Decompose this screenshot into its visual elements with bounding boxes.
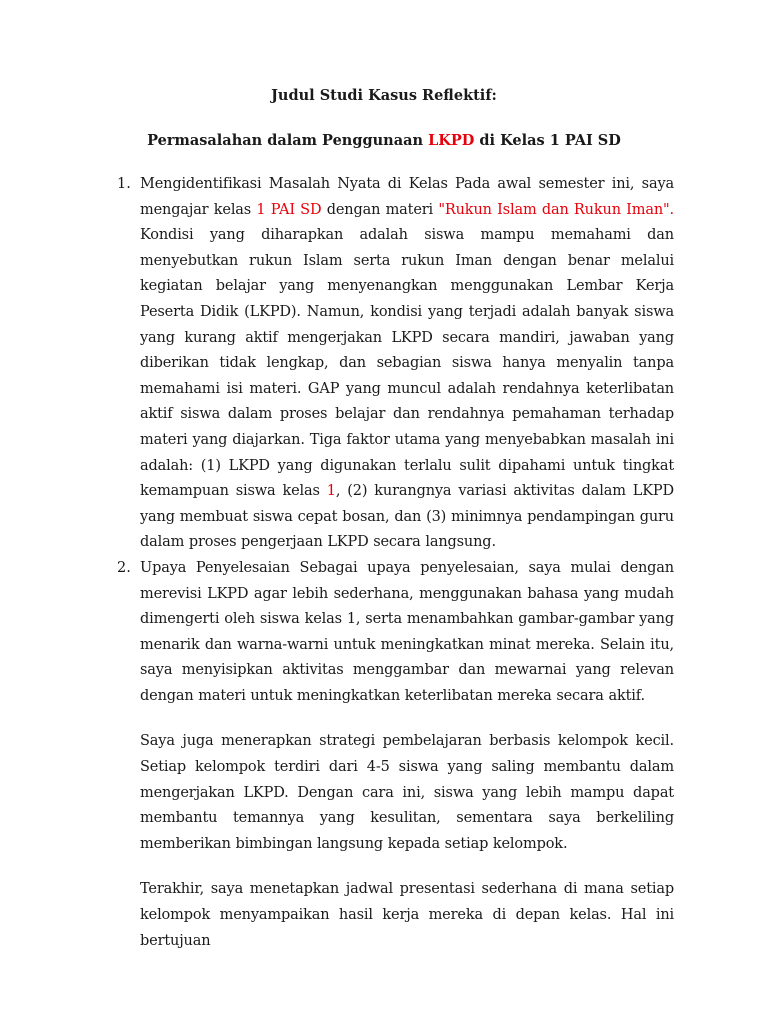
numbered-list: [0, 172, 768, 954]
subtitle-highlight: LKPD: [428, 132, 475, 149]
paragraph-presentation: Terakhir, saya menetapkan jadwal presentasi sederhana di mana setiap kelompok menyampaikan hasil kerja mereka di depan kelas. Hal ini bertujuan: [140, 881, 674, 949]
list-number: 1.: [117, 176, 131, 192]
topic-highlight: "Rukun Islam dan Rukun Iman".: [438, 201, 675, 218]
grade-highlight: 1: [326, 483, 336, 500]
class-highlight: 1 PAI SD: [256, 201, 322, 218]
paragraph-group-strategy: Saya juga menerapkan strategi pembelajaran berbasis kelompok kecil. Setiap kelompok terdiri dari 4-5 siswa yang saling membantu dalam mengerjakan LKPD. Dengan cara ini, siswa yang lebih mampu dapat membantu temannya yang kesulitan, sementara saya berkeliling memberikan bimbingan langsung kepada setiap kelompok.: [140, 733, 674, 852]
paragraph-identify-problem: [140, 172, 674, 556]
list-item-2: [0, 556, 768, 954]
document-title: Judul Studi Kasus Reflektif:: [271, 87, 497, 104]
paragraph-text: , (2) kurangnya variasi aktivitas dalam LKPD yang membuat siswa cepat bosan, dan (3) minimnya pendampingan guru dalam proses pengerjaan LKPD secara langsung.: [140, 483, 674, 551]
paragraph-text: Kondisi yang diharapkan adalah siswa mampu memahami dan menyebutkan rukun Islam serta rukun Iman dengan benar melalui kegiatan belajar yang menyenangkan menggunakan Lembar Kerja Peserta Didik (LKPD). Namun, kondisi yang terjadi adalah banyak siswa yang kurang aktif mengerjakan LKPD secara mandiri, jawaban yang diberikan tidak lengkap, dan sebagian siswa hanya menyalin tanpa memahami isi materi. GAP yang muncul adalah rendahnya keterlibatan aktif siswa dalam proses belajar dan rendahnya pemahaman terhadap materi yang diajarkan. Tiga faktor utama yang menyebabkan masalah ini adalah: (1) LKPD yang digunakan terlalu sulit dipahami untuk tingkat kemampuan siswa kelas: [140, 227, 674, 500]
paragraph-solution: Upaya Penyelesaian Sebagai upaya penyelesaian, saya mulai dengan merevisi LKPD agar lebih sederhana, menggunakan bahasa yang mudah dimengerti oleh siswa kelas 1, serta menambahkan gambar-gambar yang menarik dan warna-warni untuk meningkatkan minat mereka. Selain itu, saya menyisipkan aktivitas menggambar dan mewarnai yang relevan dengan materi untuk meningkatkan keterlibatan mereka secara aktif.: [140, 559, 674, 704]
list-number: 2.: [117, 559, 131, 576]
subtitle-text-end: di Kelas 1 PAI SD: [474, 132, 621, 149]
list-item-1: [0, 172, 768, 556]
subtitle-text: Permasalahan dalam Penggunaan: [147, 132, 429, 149]
paragraph-text: Mengidentifikasi Masalah Nyata di Kelas Pada awal semester ini, saya mengajar kelas: [140, 176, 674, 218]
document-subtitle: [0, 131, 768, 151]
paragraph-text: dengan materi: [321, 201, 439, 218]
